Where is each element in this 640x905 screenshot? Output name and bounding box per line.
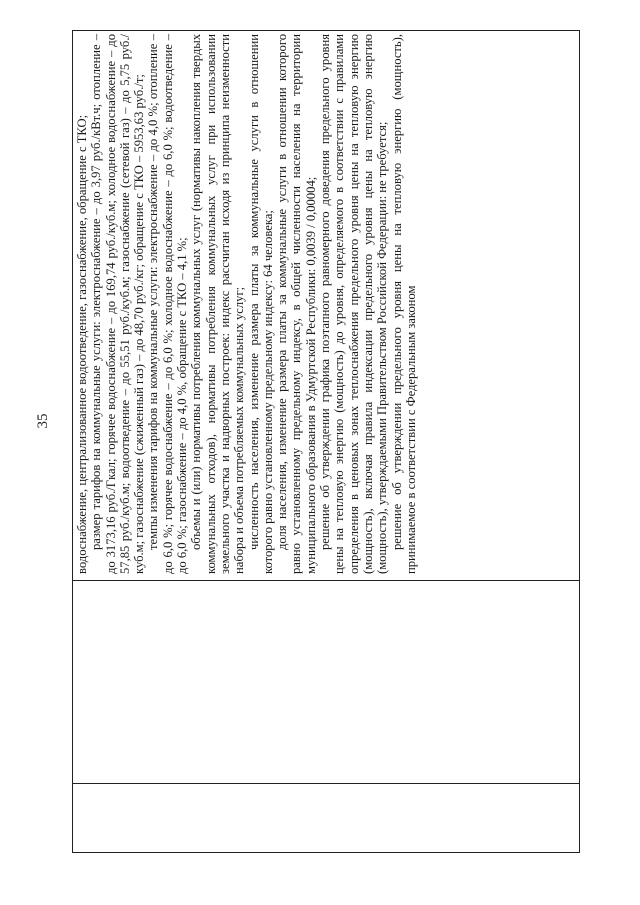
- paragraph: решение об утверждении графика поэтапного равномерного доведения предельного уровня цены на тепловую энергию (мощность) до уровня, определяемого в соответствии с правилами определения в ценовых зонах теплоснабжения предельного уровня цены на тепловую энергию (мощность), включая правила индексации предельного уровня цены на тепловую энергию (мощность), утверждаемыми Правительством Российской Федерации: не требуется;: [318, 34, 390, 574]
- paragraph: темпы изменения тарифов на коммунальные услуги: электроснабжение – до 4,0 %; отопление – до 6,0 %; горячее водоснабжение – до 6,0 %; холодное водоснабжение – до 6,0 %; водоотведение – до 6,0 %; газоснабжение – до 4,0 %, обращение с ТКО – 4,1 %;: [146, 34, 190, 574]
- table-column-content: [73, 31, 579, 580]
- paragraph: доля населения, изменение размера платы за коммунальные услуги в отношении которого равно установленному предельному индексу, в общей численности населения на территории муниципального образования в Удмуртской Республики: 0,0039 / 0,00004;: [275, 34, 318, 574]
- paragraph: водоснабжение, централизованное водоотведение, газоснабжение, обращение с ТКО;: [75, 114, 89, 574]
- rotated-table-wrapper: [72, 30, 580, 853]
- table-column-number: [73, 783, 579, 852]
- paragraph: численность населения, изменение размера платы за коммунальные услуги в отношении которого равно установленному предельному индексу: 64 человека;: [246, 34, 275, 574]
- paragraph: размер тарифов на коммунальные услуги: электроснабжение – до 3,97 руб./кВт.ч; отопление – до 3173,16 руб./Гкал; горячее водоснабжение – до 169,74 руб./куб.м; холодное водоснабжение – до 57,85 руб./куб.м; водоотведение – до 55,51 руб./куб.м; газоснабжение (сетевой газ) – до 5,75 руб./куб.м; газоснабжение (сжиженный газ) – до 48,70 руб./кг; обращение с ТКО – 5953,63 руб./т;: [89, 34, 147, 574]
- paragraph: объемы и (или) нормативы потребления коммунальных услуг (нормативы накопления твердых коммунальных отходов), нормативы потребления коммунальных услуг при использовании земельного участка и надворных построек: индекс рассчитан исходя из принципа неизменности набора и объема потребляемых коммунальных услуг;: [189, 34, 247, 574]
- table-column-name: [73, 580, 579, 784]
- table: [72, 30, 580, 853]
- paragraph: решение об утверждении предельного уровня цены на тепловую энергию (мощность), принимаемое в соответствии с Федеральным законом: [389, 34, 418, 574]
- page-number: 35: [35, 413, 51, 429]
